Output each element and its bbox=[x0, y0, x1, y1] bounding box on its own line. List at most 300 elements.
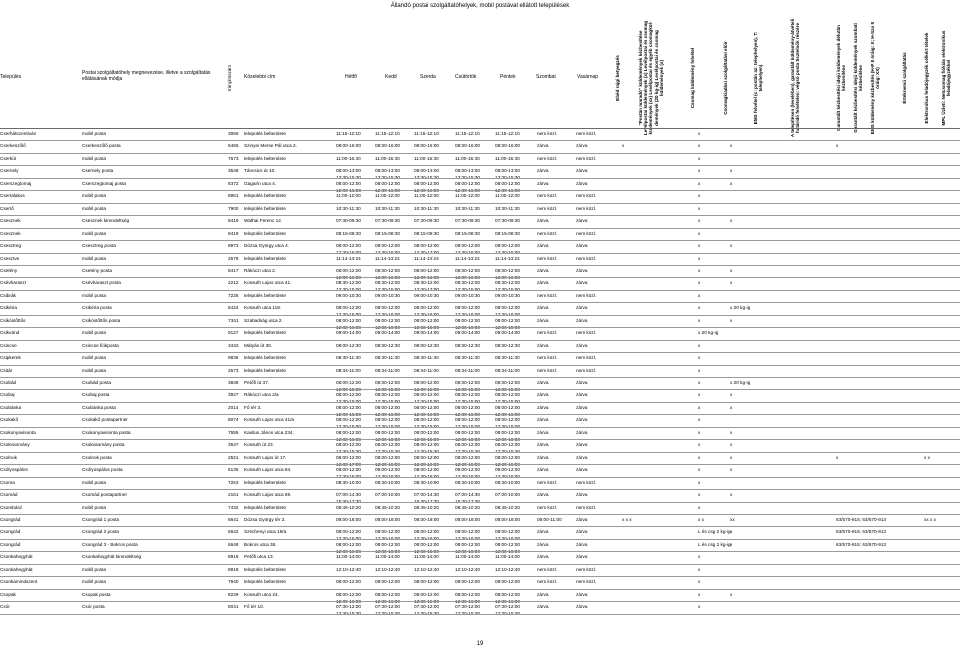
cell-saturday: zárva bbox=[537, 604, 549, 610]
cell-service-mark: x bbox=[698, 267, 701, 273]
cell-zip: 8041 bbox=[228, 604, 239, 610]
row-divider bbox=[0, 464, 960, 465]
cell-zip: 6424 bbox=[228, 305, 239, 311]
cell-hours: 08:00-12:00 12:30-16:00 bbox=[336, 591, 362, 604]
cell-saturday: zárva bbox=[537, 280, 549, 286]
cell-sunday: nem közl. bbox=[576, 205, 597, 211]
cell-hours: 09:00-14:00 bbox=[495, 330, 521, 336]
cell-hours: 11:00-14:00 bbox=[336, 554, 361, 560]
cell-hours: 11:00-14:00 bbox=[414, 554, 439, 560]
cell-type: Csobaj posta bbox=[82, 392, 110, 398]
cell-hours: 08:00-12:00 12:30-16:00 bbox=[414, 591, 440, 604]
cell-address: Fő tér 10. bbox=[244, 604, 265, 610]
cell-hours: 08:00-12:00 12:30-16:00 bbox=[495, 541, 521, 554]
cell-zip: 6135 bbox=[228, 467, 239, 473]
cell-type: Csikóstőttős posta bbox=[82, 317, 121, 323]
cell-address: település belterülete bbox=[244, 330, 286, 336]
cell-hours: 08:30-11:30 bbox=[495, 355, 520, 361]
cell-address: Dózsa György tér 2. bbox=[244, 516, 286, 522]
cell-hours: 08:00-12:00 12:30-16:00 bbox=[375, 591, 401, 604]
cell-city: Csólyospálos bbox=[0, 467, 28, 473]
cell-hours: 11:00-12:00 bbox=[455, 193, 480, 199]
row-divider bbox=[0, 601, 960, 602]
cell-zip: 7555 bbox=[228, 429, 239, 435]
cell-saturday: nem közl. bbox=[537, 367, 558, 373]
cell-hours: 08:34-11:00 bbox=[414, 367, 439, 373]
cell-hours: 08:45-10:20 bbox=[414, 504, 440, 510]
cell-sunday: nem közl. bbox=[576, 292, 597, 298]
cell-type: Csopak posta bbox=[82, 591, 111, 597]
cell-type: mobil posta bbox=[82, 479, 106, 485]
cell-zip: 8918 bbox=[228, 566, 239, 572]
cell-service-mark: x x x bbox=[622, 516, 632, 522]
cell-hours: 08:15-08:30 bbox=[495, 230, 521, 236]
cell-hours: 11:14-13:24 bbox=[414, 255, 439, 261]
cell-service-mark: x bbox=[730, 429, 733, 435]
cell-hours: 08:45-10:20 bbox=[455, 504, 481, 510]
row-divider bbox=[0, 551, 960, 552]
cell-hours: 08:00-12:00 12:30-16:00 bbox=[455, 591, 481, 604]
row-divider bbox=[0, 614, 960, 615]
cell-hours: 08:00-18:00 bbox=[455, 516, 481, 522]
cell-address: település belterülete bbox=[244, 579, 286, 585]
row-divider bbox=[0, 215, 960, 216]
cell-hours: 11:15-12:10 bbox=[495, 131, 520, 136]
cell-city: Csikvánd bbox=[0, 330, 20, 336]
cell-saturday: nem közl. bbox=[537, 255, 558, 261]
cell-saturday: zárva bbox=[537, 442, 549, 448]
cell-hours: 08:30-11:30 bbox=[336, 355, 361, 361]
cell-zip: 7432 bbox=[228, 504, 239, 510]
cell-address: Kossuth út 23. bbox=[244, 442, 274, 448]
row-divider bbox=[0, 365, 960, 366]
cell-service-mark: x bbox=[836, 454, 839, 460]
cell-city: Csesztve bbox=[0, 255, 20, 261]
cell-hours: 08:00-12:00 12:30-16:00 bbox=[455, 317, 481, 330]
cell-sunday: zárva bbox=[576, 467, 588, 473]
row-divider bbox=[0, 253, 960, 254]
cell-city: Csobánka bbox=[0, 404, 22, 410]
cell-hours: 08:00-12:00 12:30-16:00 bbox=[455, 541, 481, 554]
row-divider bbox=[0, 377, 960, 378]
cell-service-mark: xx x x bbox=[924, 516, 936, 522]
cell-address: Kasitus János utca 234. bbox=[244, 429, 294, 435]
cell-zip: 8918 bbox=[228, 554, 239, 560]
row-divider bbox=[0, 290, 960, 291]
cell-zip: 7940 bbox=[228, 579, 239, 585]
cell-address: Petőfi utca 13. bbox=[244, 554, 274, 560]
cell-hours: 08:00-12:00 12:30-16:00 bbox=[495, 529, 521, 542]
cell-hours: 08:00-12:00 12:30-15:30 bbox=[375, 442, 401, 455]
cell-hours: 08:00-13:00 13:30-15:30 bbox=[336, 168, 362, 181]
cell-saturday: nem közl. bbox=[537, 579, 558, 585]
cell-zip: 5465 bbox=[228, 143, 239, 149]
cell-address: település belterülete bbox=[244, 566, 286, 572]
cell-address: Szabadság utca 2. bbox=[244, 317, 283, 323]
cell-hours: 08:00-12:00 12:30-16:00 bbox=[495, 404, 521, 417]
cell-hours: 08:30-10:00 bbox=[455, 479, 481, 485]
cell-hours: 08:00-12:00 12:30-16:00 bbox=[336, 317, 362, 330]
cell-hours: 08:00-12:00 12:30-16:00 bbox=[414, 305, 440, 318]
cell-hours: 08:00-12:00 12:30-16:00 bbox=[455, 454, 481, 467]
cell-city: Csokonyavisonta bbox=[0, 429, 36, 435]
cell-hours: 08:00-18:00 bbox=[495, 516, 521, 522]
cell-city: Csertő bbox=[0, 205, 14, 211]
cell-hours: 08:00-12:00 12:30-16:00 bbox=[375, 529, 401, 542]
cell-saturday: nem közl. bbox=[537, 155, 558, 161]
cell-hours: 10:30-11:30 bbox=[375, 205, 400, 211]
cell-city: Csobád bbox=[0, 380, 17, 385]
cell-hours: 08:00-12:00 12:30-16:00 bbox=[455, 267, 481, 280]
cell-service-mark: x bbox=[698, 604, 701, 610]
header-ems-felvetel: EMS felvétel (c: postán az: telephelyen), T: telephelyen) bbox=[753, 31, 764, 125]
cell-service-mark: x bbox=[698, 292, 701, 298]
cell-hours: 08:00-12:00 12:30-15:00 bbox=[495, 317, 521, 330]
cell-address: település belterülete bbox=[244, 155, 286, 161]
header-tipus: Postai szolgáltatóhely megnevezése, illetve a szolgáltatás ellátásának módja bbox=[82, 70, 211, 82]
cell-address: Petőfi út 37. bbox=[244, 380, 270, 385]
cell-hours: 08:00-12:00 12:30-15:30 bbox=[455, 442, 481, 455]
cell-hours: 08:00-12:30 bbox=[455, 342, 481, 348]
row-divider bbox=[0, 265, 960, 266]
cell-hours: 08:00-12:00 12:30-16:00 bbox=[375, 305, 401, 318]
cell-address: Rákóczi utca 2. bbox=[244, 267, 277, 273]
cell-hours: 08:00-12:00 bbox=[495, 579, 521, 585]
cell-hours: 09:00-10:30 bbox=[375, 292, 401, 298]
cell-hours: 08:00-12:00 12:30-16:00 bbox=[375, 404, 401, 417]
cell-hours: 08:00-12:00 12:30-16:00 bbox=[455, 467, 481, 480]
cell-hours: 11:00-15:30 bbox=[375, 155, 400, 161]
cell-hours: 10:30-11:30 bbox=[336, 205, 361, 211]
cell-hours: 09:00-10:30 bbox=[414, 292, 440, 298]
row-divider bbox=[0, 564, 960, 565]
cell-hours: 08:00-12:00 12:30-15:00 bbox=[336, 392, 362, 405]
cell-address: Mátyás út 30. bbox=[244, 342, 273, 348]
cell-hours: 08:00-16:00 bbox=[336, 143, 362, 149]
cell-hours: 08:00-12:00 12:30-15:00 bbox=[414, 392, 440, 405]
row-divider bbox=[0, 315, 960, 316]
cell-type: Cserkeszőlő posta bbox=[82, 143, 121, 149]
cell-service-mark: x bbox=[622, 143, 625, 149]
cell-address: Kossuth Lajos utca 84. bbox=[244, 467, 292, 473]
cell-hours: 08:00-12:00 12:30-17:00 bbox=[336, 454, 362, 467]
cell-city: Csolnok bbox=[0, 454, 17, 460]
cell-city: Csonkahegyhát bbox=[0, 554, 33, 560]
header-szerda: Szerda bbox=[420, 74, 436, 80]
cell-hours: 07:30-12:00 12:30-15:30 bbox=[455, 604, 481, 617]
cell-type: mobil posta bbox=[82, 579, 106, 585]
cell-city: Csertalakos bbox=[0, 193, 25, 199]
cell-city: Csitár bbox=[0, 367, 13, 373]
cell-address: Dózsa György utca 4. bbox=[244, 243, 290, 249]
cell-hours: 08:00-12:00 12:30-15:00 bbox=[414, 417, 440, 430]
cell-hours: 08:00-12:00 12:30-16:00 bbox=[375, 180, 401, 193]
cell-address: Kossuth Lajos utca 69. bbox=[244, 492, 292, 498]
cell-hours: 08:00-12:00 12:30-16:00 bbox=[375, 541, 401, 554]
header-hetfo: Hétfő bbox=[345, 74, 357, 80]
cell-zip: 8229 bbox=[228, 591, 239, 597]
cell-sunday: zárva bbox=[576, 604, 588, 610]
cell-hours: 08:00-12:00 12:30-15:00 bbox=[336, 417, 362, 430]
cell-sunday: zárva bbox=[576, 492, 588, 498]
cell-hours: 11:00-12:00 bbox=[375, 193, 400, 199]
cell-service-mark: x x bbox=[924, 454, 930, 460]
cell-hours: 08:00-16:00 bbox=[455, 143, 481, 149]
cell-type: Csólyospálos posta bbox=[82, 467, 123, 473]
row-divider bbox=[0, 502, 960, 503]
cell-hours: 11:00-15:30 bbox=[336, 155, 361, 161]
cell-hours: 12:10-12:40 bbox=[414, 566, 440, 572]
cell-city: Csesznek bbox=[0, 230, 21, 236]
cell-address: Széchenyi utca 19/a bbox=[244, 529, 287, 535]
cell-service-mark: x bbox=[698, 230, 701, 236]
cell-service-mark: x x bbox=[698, 516, 704, 522]
cell-service-mark: x bbox=[698, 442, 701, 448]
row-divider bbox=[0, 389, 960, 390]
cell-service-mark: x bbox=[730, 591, 733, 597]
cell-service-mark: x bbox=[730, 492, 733, 498]
cell-hours: 08:15-08:30 bbox=[414, 230, 440, 236]
cell-hours: 08:00-18:00 bbox=[375, 516, 401, 522]
cell-hours: 08:00-12:00 12:30-16:00 bbox=[336, 529, 362, 542]
cell-service-mark: 63/570-915; 63/570-913 bbox=[836, 541, 887, 547]
cell-zip: 6648 bbox=[228, 541, 239, 547]
header-elektronikus: Elektronikus feladójegyzék célkért tételek bbox=[924, 32, 929, 124]
cell-saturday: zárva bbox=[537, 404, 549, 410]
cell-hours: 08:30-12:00 12:30-15:00 bbox=[375, 280, 401, 293]
cell-zip: 7225 bbox=[228, 292, 239, 298]
cell-service-mark: x bbox=[698, 180, 701, 186]
cell-saturday: zárva bbox=[537, 143, 549, 149]
cell-hours: 08:00-12:00 12:30-16:00 bbox=[414, 404, 440, 417]
cell-type: mobil posta bbox=[82, 292, 106, 298]
header-kedd: Kedd bbox=[385, 74, 397, 80]
cell-service-mark: x bbox=[730, 529, 733, 535]
cell-hours: 08:00-12:00 12:30-15:00 bbox=[495, 392, 521, 405]
cell-service-mark: x bbox=[698, 479, 701, 485]
cell-service-mark: x bbox=[836, 143, 839, 149]
cell-hours: 08:00-12:00 bbox=[414, 579, 440, 585]
cell-address: Rákóczi utca 2/a bbox=[244, 392, 279, 398]
cell-hours: 07:30-12:00 12:30-15:30 bbox=[495, 604, 521, 617]
cell-saturday: nem közl. bbox=[537, 479, 558, 485]
cell-sunday: zárva bbox=[576, 342, 588, 348]
cell-address: Kossuth Lajos utca 41/a bbox=[244, 417, 295, 423]
row-divider bbox=[0, 165, 960, 166]
header-csomag-felvetel: Csomag küldemény felvétel bbox=[690, 47, 695, 109]
cell-sunday: zárva bbox=[576, 180, 588, 186]
cell-zip: 7900 bbox=[228, 205, 239, 211]
cell-hours: 08:00-13:00 13:30-15:30 bbox=[375, 168, 401, 181]
cell-hours: 08:15-08:30 bbox=[336, 230, 362, 236]
cell-service-mark: x bbox=[698, 193, 701, 199]
cell-city: Cserszegtomaj bbox=[0, 180, 32, 186]
cell-hours: 08:34-11:00 bbox=[336, 367, 361, 373]
cell-saturday: zárva bbox=[537, 554, 549, 560]
cell-city: Csombárd bbox=[0, 504, 22, 510]
row-divider bbox=[0, 402, 960, 403]
header-ertek: Értéknemű szolgáltatás bbox=[902, 52, 907, 104]
row-divider bbox=[0, 589, 960, 590]
cell-hours: 08:15-08:30 bbox=[455, 230, 481, 236]
cell-type: Csernely posta bbox=[82, 168, 114, 174]
cell-service-mark: x bbox=[698, 355, 701, 361]
cell-saturday: zárva bbox=[537, 429, 549, 435]
cell-hours: 08:00-12:00 12:30-16:00 bbox=[375, 467, 401, 480]
cell-hours: 11:15-12:10 bbox=[336, 131, 361, 136]
cell-sunday: zárva bbox=[576, 143, 588, 149]
cell-hours: 08:00-12:30 bbox=[495, 342, 521, 348]
cell-hours: 08:00-12:00 12:30-15:00 bbox=[455, 417, 481, 430]
cell-hours: 08:00-12:00 12:30-16:00 bbox=[455, 305, 481, 318]
cell-saturday: nem közl. bbox=[537, 292, 558, 298]
cell-type: mobil posta bbox=[82, 255, 106, 261]
cell-zip: 2678 bbox=[228, 255, 239, 261]
cell-service-mark: x bbox=[698, 417, 701, 423]
cell-hours: 11:00-15:30 bbox=[414, 155, 439, 161]
cell-saturday: zárva bbox=[537, 380, 549, 385]
cell-hours: 08:00-12:00 12:30-16:00 bbox=[495, 180, 521, 193]
cell-type: Csongrád 1 posta bbox=[82, 516, 120, 522]
cell-service-mark: x bbox=[698, 243, 701, 249]
cell-zip: 8417 bbox=[228, 267, 239, 273]
cell-saturday: nem közl. bbox=[537, 566, 558, 572]
cell-hours: 08:00-12:00 12:30-15:00 bbox=[375, 392, 401, 405]
header-pentek: Péntek bbox=[500, 74, 516, 80]
cell-saturday: nem közl. bbox=[537, 230, 558, 236]
cell-sunday: zárva bbox=[576, 317, 588, 323]
cell-service-mark: x bbox=[698, 205, 701, 211]
cell-city: Csongrád bbox=[0, 516, 21, 522]
cell-hours: 08:00-12:00 12:30-16:00 bbox=[375, 429, 401, 442]
cell-hours: 08:00-12:00 12:30-16:00 bbox=[495, 305, 521, 318]
cell-zip: 9127 bbox=[228, 330, 239, 336]
cell-service-mark: x bbox=[698, 566, 701, 572]
cell-service-mark: x bbox=[698, 131, 701, 136]
cell-sunday: zárva bbox=[576, 392, 588, 398]
cell-hours: 08:00-12:00 12:30-16:00 bbox=[455, 429, 481, 442]
cell-hours: 08:00-12:00 12:30-16:00 bbox=[414, 454, 440, 467]
row-divider bbox=[0, 190, 960, 191]
header-garantalt: A telepítésen (levelében), garantált küldemény-átvételi határidő felvételen: végső posta tisztelnők részére bbox=[790, 18, 801, 138]
document-title: Állandó postai szolgáltatóhelyek, mobil postával ellátott települések bbox=[390, 3, 570, 9]
cell-type: Csobád posta bbox=[82, 380, 111, 385]
cell-hours: 08:00-12:00 12:30-16:00 bbox=[336, 404, 362, 417]
page-number: 19 bbox=[476, 641, 484, 647]
row-divider bbox=[0, 153, 960, 154]
cell-sunday: zárva bbox=[576, 243, 588, 249]
cell-city: Csongrád bbox=[0, 529, 21, 535]
row-divider bbox=[0, 277, 960, 278]
cell-service-mark: x bbox=[698, 255, 701, 261]
cell-saturday: zárva bbox=[537, 492, 549, 498]
cell-address: Fő tér 3. bbox=[244, 404, 262, 410]
cell-hours: 11:14-13:24 bbox=[455, 255, 480, 261]
cell-service-mark: xx bbox=[730, 516, 735, 522]
cell-city: Csipkerek bbox=[0, 355, 21, 361]
cell-hours: 07:30-09:30 bbox=[336, 218, 362, 224]
cell-hours: 11:00-15:30 bbox=[455, 155, 480, 161]
cell-sunday: zárva bbox=[576, 267, 588, 273]
cell-zip: 7341 bbox=[228, 317, 239, 323]
cell-hours: 08:34-11:00 bbox=[495, 367, 520, 373]
cell-type: Csongrád 2 posta bbox=[82, 529, 120, 535]
cell-service-mark: x bbox=[730, 442, 733, 448]
cell-city: Cserhátszentiván bbox=[0, 131, 37, 136]
cell-city: Csobaj bbox=[0, 392, 15, 398]
cell-hours: 08:00-12:00 12:30-15:00 bbox=[495, 380, 521, 392]
cell-hours: 08:00-12:00 12:30-16:00 bbox=[375, 317, 401, 330]
cell-service-mark: x bbox=[698, 367, 701, 373]
cell-hours: 08:00-12:30 bbox=[336, 342, 362, 348]
cell-hours: 08:00-12:00 12:30-16:00 bbox=[375, 454, 401, 467]
cell-type: Csévharaszt posta bbox=[82, 280, 121, 286]
cell-saturday: zárva bbox=[537, 417, 549, 423]
row-divider bbox=[0, 514, 960, 515]
row-divider bbox=[0, 340, 960, 341]
cell-hours: 08:00-16:00 bbox=[375, 143, 401, 149]
cell-sunday: zárva bbox=[576, 454, 588, 460]
cell-sunday: nem közl. bbox=[576, 131, 597, 136]
cell-hours: 08:30-12:00 12:30-15:00 bbox=[455, 280, 481, 293]
cell-hours: 08:00-12:00 12:30-15:00 bbox=[414, 380, 440, 392]
cell-sunday: zárva bbox=[576, 305, 588, 311]
cell-hours: 10:30-11:30 bbox=[495, 205, 520, 211]
cell-saturday: nem közl. bbox=[537, 355, 558, 361]
cell-zip: 7673 bbox=[228, 155, 239, 161]
cell-hours: 08:00-12:30 bbox=[375, 342, 401, 348]
cell-service-mark: x bbox=[698, 591, 701, 597]
cell-type: Cserszegtomaj posta bbox=[82, 180, 127, 186]
cell-hours: 08:30-10:00 bbox=[414, 479, 440, 485]
cell-address: Gagarin utca 4. bbox=[244, 180, 277, 186]
cell-sunday: zárva bbox=[576, 529, 588, 535]
cell-city: Csincse bbox=[0, 342, 17, 348]
cell-sunday: nem közl. bbox=[576, 230, 597, 236]
cell-service-mark: L és csg 2 kg-ig bbox=[698, 529, 731, 535]
cell-hours: 07:00-14:30 15:30-17:30 bbox=[455, 492, 481, 505]
cell-hours: 08:00-12:00 12:30-16:00 bbox=[414, 429, 440, 442]
row-divider bbox=[0, 439, 960, 440]
cell-hours: 08:00-16:00 bbox=[495, 143, 521, 149]
cell-hours: 08:00-12:00 12:30-16:00 bbox=[414, 541, 440, 554]
cell-address: Táncsics út 10. bbox=[244, 168, 276, 174]
row-divider bbox=[0, 140, 960, 141]
cell-hours: 08:00-12:00 12:30-16:00 bbox=[375, 243, 401, 256]
cell-hours: 12:10-12:40 bbox=[336, 566, 362, 572]
row-divider bbox=[0, 203, 960, 204]
header-postan-marado: "Postán maradó" küldemények kézbesítése Levélpostai küldemények (x) Levélpostai és csomag küldemények (xx) Levélpostai és egyéb csomagkül-demények (20 kg-ig) Levélpostai és csomag küldemények (x) bbox=[638, 20, 664, 136]
cell-hours: 08:00-12:00 bbox=[375, 579, 401, 585]
cell-sunday: zárva bbox=[576, 380, 588, 385]
cell-sunday: zárva bbox=[576, 218, 588, 224]
cell-hours: 08:00-12:00 12:30-16:00 bbox=[336, 180, 362, 193]
cell-sunday: nem közl. bbox=[576, 566, 597, 572]
cell-hours: 07:30-12:00 12:30-15:30 bbox=[414, 604, 440, 617]
cell-saturday: zárva bbox=[537, 591, 549, 597]
cell-type: Csokakő postapartner bbox=[82, 417, 128, 423]
cell-city: Csesztreg bbox=[0, 243, 22, 249]
cell-city: Csetény bbox=[0, 267, 18, 273]
cell-saturday: zárva bbox=[537, 218, 549, 224]
header-csomagkiadas: Csomagkiadási szolgáltatási előír bbox=[723, 41, 728, 115]
cell-hours: 09:00-10:30 bbox=[455, 292, 481, 298]
cell-service-mark: x bbox=[698, 143, 701, 149]
cell-service-mark: x bbox=[698, 218, 701, 224]
cell-service-mark: x bbox=[698, 280, 701, 286]
cell-hours: 08:30-12:00 12:30-17:00 bbox=[414, 280, 440, 293]
cell-hours: 08:00-12:00 12:30-16:00 bbox=[495, 591, 521, 604]
